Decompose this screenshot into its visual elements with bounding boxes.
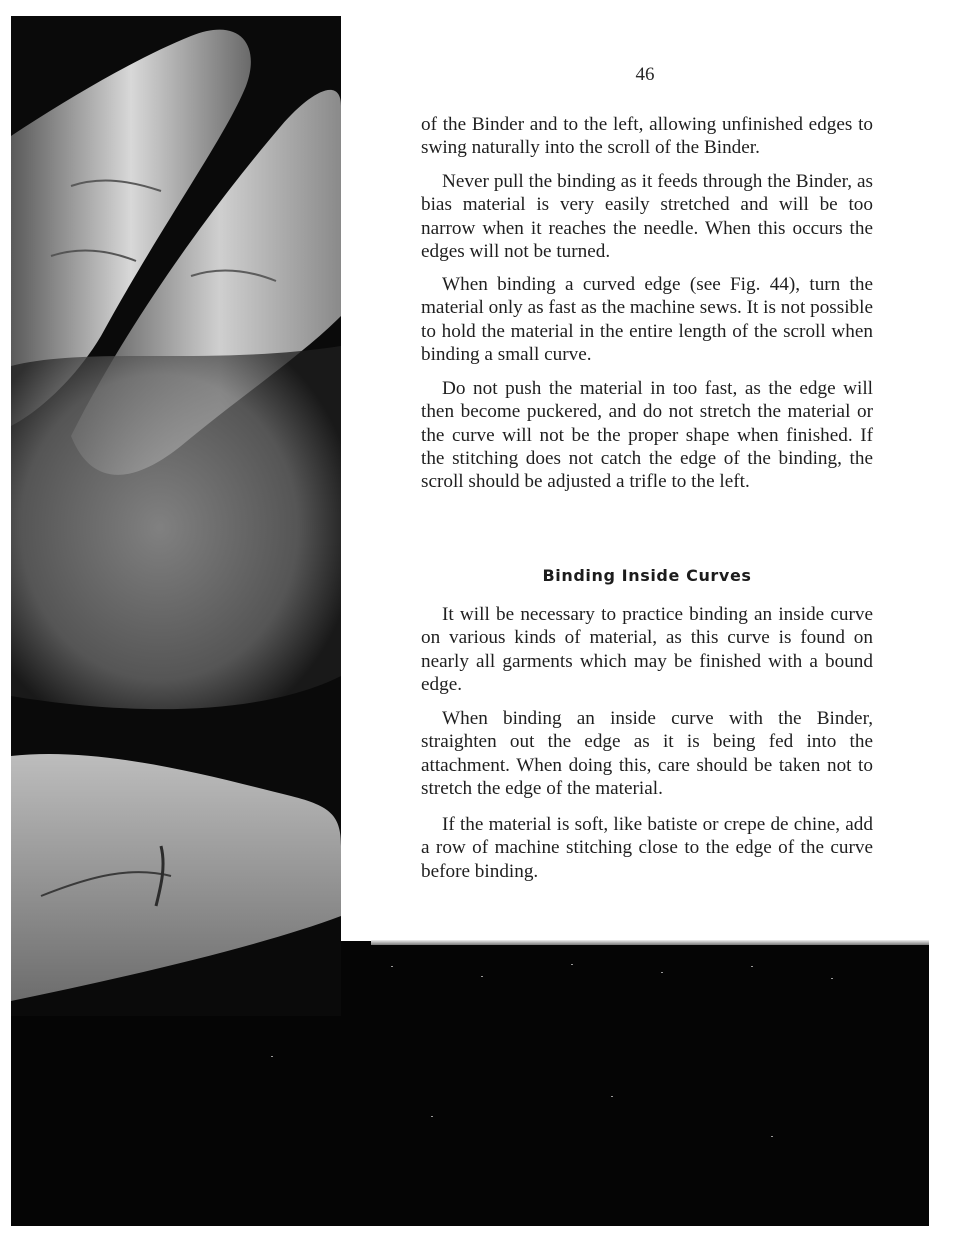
scan-speckle (391, 966, 393, 967)
section-heading: Binding Inside Curves (542, 566, 752, 585)
page-bottom-edge (371, 940, 929, 945)
hand-photo (11, 16, 341, 1016)
paragraph-never-pull: Never pull the binding as it feeds through the Binder, as bias material is very easily stretched and will be too narrow when it reaches the needle. When this occurs the edges will not be turned. (421, 171, 873, 262)
scan-speckle (571, 964, 573, 965)
paragraph-practice-inside-curve: It will be necessary to practice binding an inside curve on various kinds of material, as this curve is found on nearly all garments which may be finished with a bound edge. (421, 604, 873, 695)
paragraph-straighten-edge: When binding an inside curve with the Binder, straighten out the edge as it is being fed into the attachment. When doing this, care should be taken not to stretch the edge of the material. (421, 708, 873, 799)
scan-speckle (771, 1136, 773, 1137)
page-number: 46 (635, 64, 655, 85)
scan-speckle (611, 1096, 613, 1097)
paragraph-continued: of the Binder and to the left, allowing unfinished edges to swing naturally into the scroll of the Binder. (421, 114, 873, 159)
scan-speckle (831, 978, 833, 979)
scan-speckle (271, 1056, 273, 1057)
scan-speckle (481, 976, 483, 977)
paragraph-soft-material: If the material is soft, like batiste or crepe de chine, add a row of machine stitching close to the edge of the curve before binding. (421, 814, 873, 882)
scan-speckle (751, 966, 753, 967)
paragraph-curved-edge: When binding a curved edge (see Fig. 44), turn the material only as fast as the machine sews. It is not possible to hold the material in the entire length of the scroll when binding a small curve. (421, 274, 873, 365)
paragraph-do-not-push: Do not push the material in too fast, as the edge will then become puckered, and do not stretch the material or the curve will not be the proper shape when finished. If the stitching does not catch the edge of the binding, the scroll should be adjusted a trifle to the left. (421, 378, 873, 493)
scan-speckle (431, 1116, 433, 1117)
hand-illustration (11, 16, 341, 1016)
scan-speckle (661, 972, 663, 973)
